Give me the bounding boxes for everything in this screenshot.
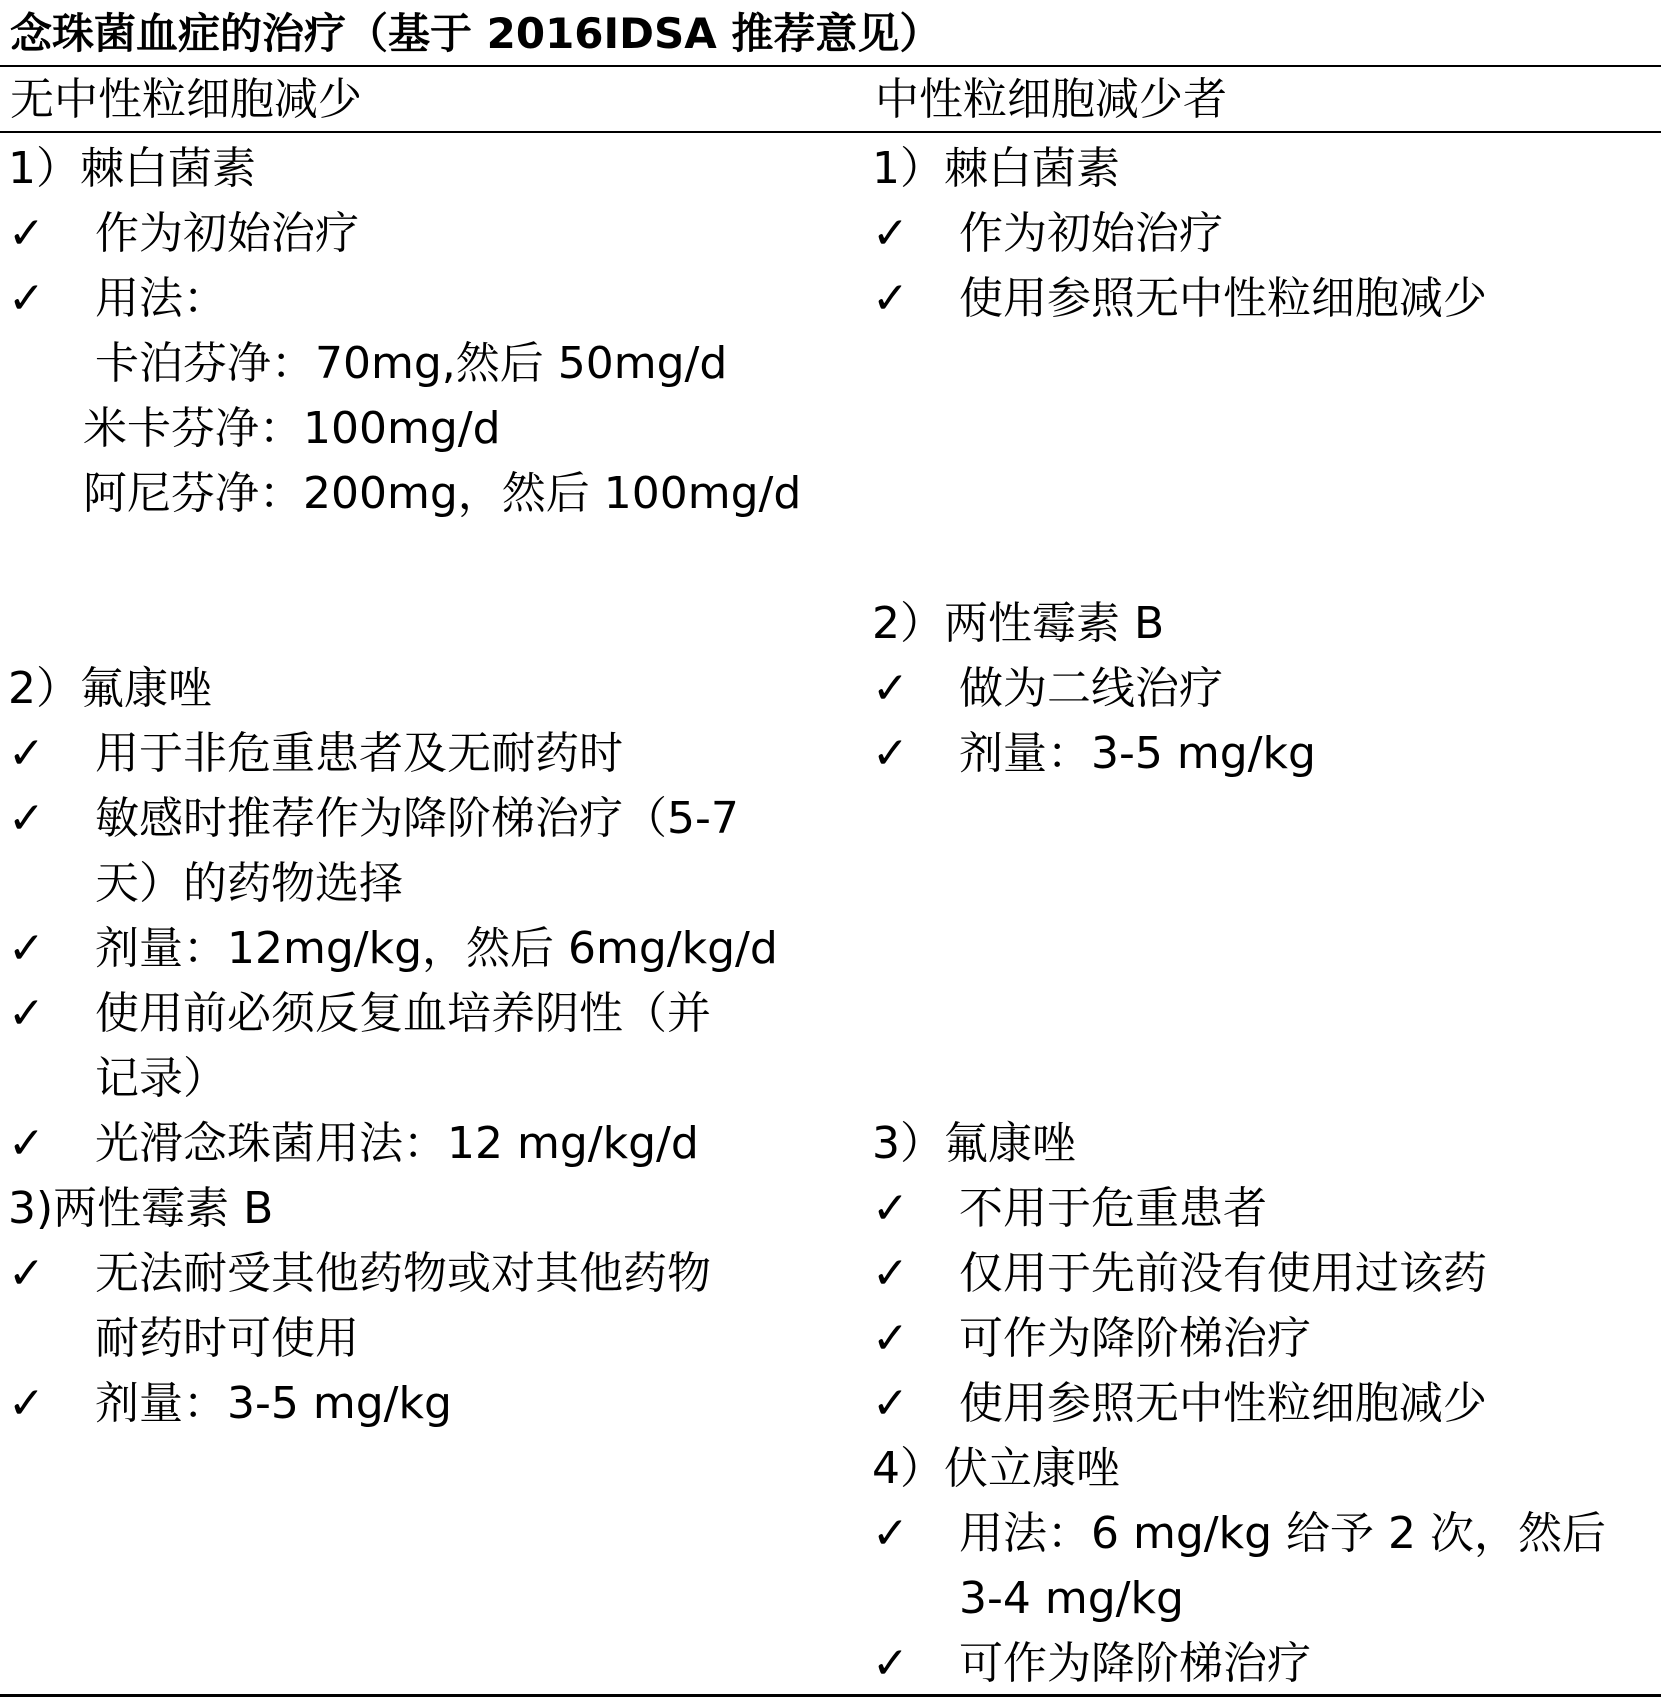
list-item: ✓ 作为初始治疗	[872, 201, 1657, 266]
check-icon: ✓	[8, 988, 45, 1039]
right-column	[872, 136, 1657, 1696]
check-icon: ✓	[872, 1248, 909, 1299]
check-icon: ✓	[8, 1378, 45, 1429]
list-item: ✓ 敏感时推荐作为降阶梯治疗（5-7	[8, 786, 828, 851]
check-icon: ✓	[8, 1118, 45, 1169]
check-icon: ✓	[872, 273, 909, 324]
page-title: 念珠菌血症的治疗（基于 2016IDSA 推荐意见）	[10, 9, 942, 58]
check-icon: ✓	[872, 1508, 909, 1559]
spacer	[872, 786, 1657, 916]
list-item: ✓ 仅用于先前没有使用过该药	[872, 1241, 1657, 1306]
left-column	[8, 136, 828, 1436]
check-icon: ✓	[872, 1183, 909, 1234]
list-item: ✓ 剂量：3-5 mg/kg	[872, 721, 1657, 786]
list-item: ✓ 用于非危重患者及无耐药时	[8, 721, 828, 786]
list-item: ✓ 可作为降阶梯治疗	[872, 1306, 1657, 1371]
check-icon: ✓	[872, 1638, 909, 1689]
list-item: ✓ 无法耐受其他药物或对其他药物	[8, 1241, 828, 1306]
drug-heading-fluconazole: 3）氟康唑	[872, 1118, 1076, 1169]
check-icon: ✓	[872, 208, 909, 259]
spacer	[872, 1046, 1657, 1111]
dose-line-caspofungin: 卡泊芬净：70mg,然后 50mg/d	[95, 338, 728, 389]
check-icon: ✓	[872, 1378, 909, 1429]
spacer	[872, 916, 1657, 1046]
check-icon: ✓	[8, 1248, 45, 1299]
drug-heading-echinocandin: 1）棘白菌素	[8, 143, 256, 194]
list-item: ✓ 可作为降阶梯治疗	[872, 1631, 1657, 1696]
dose-line-micafungin: 米卡芬净：100mg/d	[83, 403, 501, 454]
list-item: ✓ 光滑念珠菌用法：12 mg/kg/d	[8, 1111, 828, 1176]
check-icon: ✓	[8, 208, 45, 259]
list-item: ✓ 使用参照无中性粒细胞减少	[872, 266, 1657, 331]
list-item: ✓ 做为二线治疗	[872, 656, 1657, 721]
check-icon: ✓	[8, 923, 45, 974]
list-item: ✓ 剂量：3-5 mg/kg	[8, 1371, 828, 1436]
right-column-header: 中性粒细胞减少者	[875, 74, 1227, 125]
drug-heading-voriconazole: 4）伏立康唑	[872, 1443, 1120, 1494]
left-column-header: 无中性粒细胞减少	[10, 74, 362, 125]
list-item: ✓ 使用参照无中性粒细胞减少	[872, 1371, 1657, 1436]
drug-heading-amphotericin-b: 2）两性霉素 B	[872, 598, 1165, 649]
dose-line-anidulafungin: 阿尼芬净：200mg，然后 100mg/d	[83, 468, 802, 519]
check-icon: ✓	[872, 1313, 909, 1364]
list-item: ✓ 剂量：12mg/kg，然后 6mg/kg/d	[8, 916, 828, 981]
list-item: ✓ 不用于危重患者	[872, 1176, 1657, 1241]
list-item-continuation: 3-4 mg/kg	[959, 1573, 1184, 1624]
check-icon: ✓	[8, 273, 45, 324]
drug-heading-amphotericin-b: 3)两性霉素 B	[8, 1183, 274, 1234]
list-item: ✓ 使用前必须反复血培养阴性（并	[8, 981, 828, 1046]
list-item-continuation: 天）的药物选择	[95, 858, 403, 909]
check-icon: ✓	[872, 728, 909, 779]
header-rule	[0, 131, 1661, 133]
spacer	[8, 526, 828, 656]
bottom-rule	[0, 1694, 1661, 1697]
check-icon: ✓	[872, 663, 909, 714]
list-item: ✓ 用法：6 mg/kg 给予 2 次，然后	[872, 1501, 1657, 1566]
spacer	[872, 331, 1657, 461]
drug-heading-fluconazole: 2）氟康唑	[8, 663, 212, 714]
check-icon: ✓	[8, 793, 45, 844]
spacer	[872, 461, 1657, 591]
list-item: ✓ 作为初始治疗	[8, 201, 828, 266]
list-item-continuation: 记录）	[95, 1053, 227, 1104]
list-item-continuation: 耐药时可使用	[95, 1313, 359, 1364]
top-rule	[0, 65, 1661, 67]
drug-heading-echinocandin: 1）棘白菌素	[872, 143, 1120, 194]
check-icon: ✓	[8, 728, 45, 779]
list-item: ✓ 用法：	[8, 266, 828, 331]
